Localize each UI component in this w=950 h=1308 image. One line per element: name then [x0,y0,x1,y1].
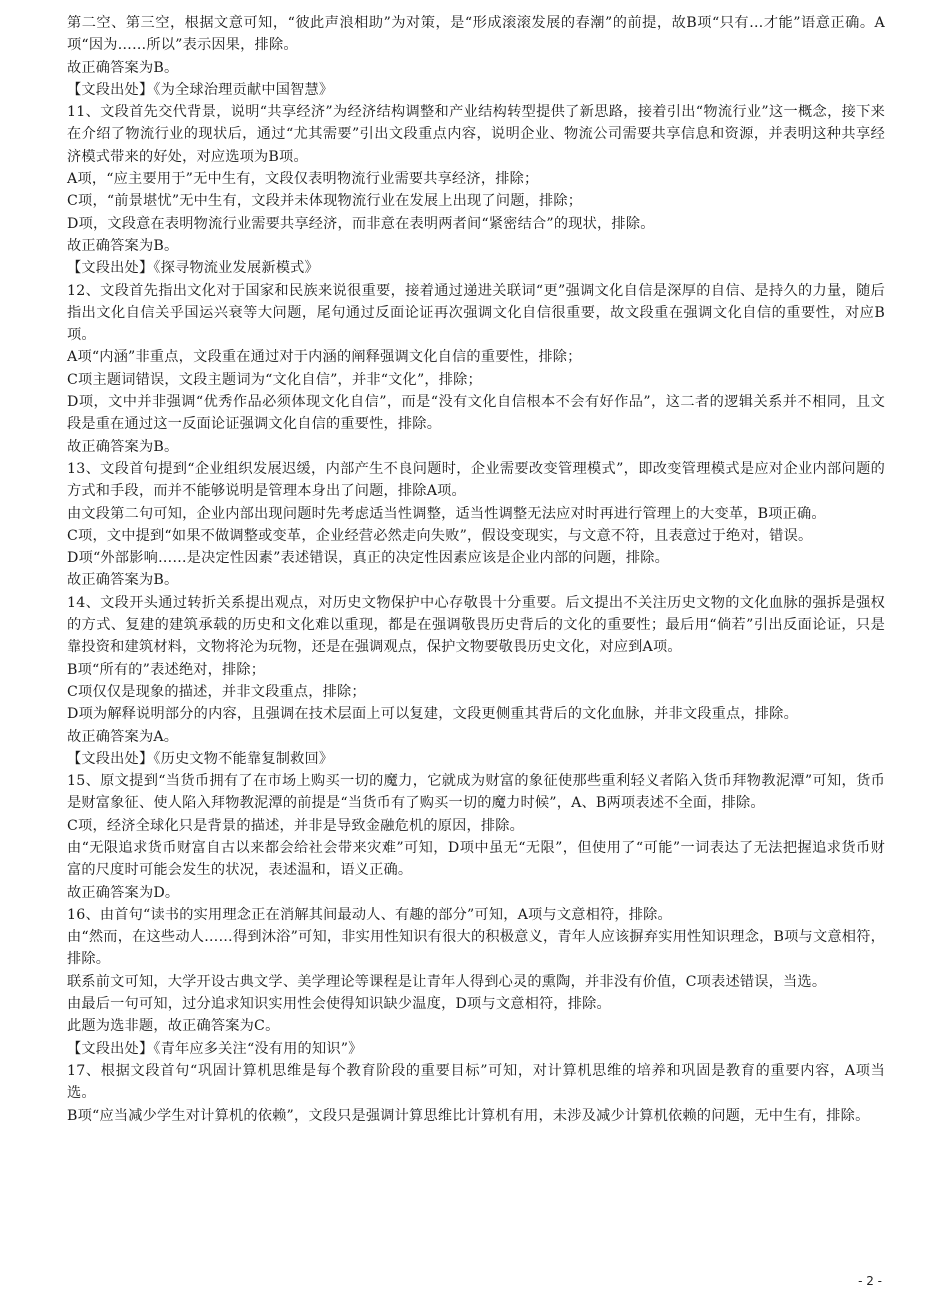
paragraph: 12、文段首先指出文化对于国家和民族来说很重要，接着通过递进关联词“更”强调文化自信是深厚的自信、是持久的力量，随后指出文化自信关乎国运兴衰等大问题，尾句通过反面论证再次强调文化自信很重要，故文段重在强调文化自信的重要性，对应B项。 [67,282,885,344]
paragraph: C项主题词错误，文段主题词为“文化自信”，并非“文化”，排除； [67,371,482,388]
paragraph: A项“内涵”非重点，文段重在通过对于内涵的阐释强调文化自信的重要性，排除； [67,349,582,366]
document-body [67,12,885,1127]
paragraph: A项，“应主要用于”无中生有，文段仅表明物流行业需要共享经济，排除； [67,171,539,188]
paragraph: B项“应当减少学生对计算机的依赖”，文段只是强调计算思维比计算机有用，未涉及减少计算机依赖的问题，无中生有，排除。 [67,1107,870,1124]
paragraph: 17、根据文段首句“巩固计算机思维是每个教育阶段的重要目标”可知，对计算机思维的培养和巩固是教育的重要内容，A项当选。 [67,1062,885,1102]
paragraph: 第二空、第三空，根据文意可知，“彼此声浪相助”为对策，是“形成滚滚发展的春潮”的前提，故B项“只有…才能”语意正确。A项“因为……所以”表示因果，排除。 [67,15,885,54]
paragraph: D项“外部影响……是决定性因素”表述错误，真正的决定性因素应该是企业内部的问题，排除。 [67,550,669,567]
paragraph: D项为解释说明部分的内容，且强调在技术层面上可以复建，文段更侧重其背后的文化血脉，并非文段重点，排除。 [67,706,798,723]
paragraph: 【文段出处】《青年应多关注“没有用的知识”》 [67,1040,363,1057]
paragraph: C项，经济全球化只是背景的描述，并非是导致金融危机的原因，排除。 [67,817,525,834]
paragraph: 16、由首句“读书的实用理念正在消解其间最动人、有趣的部分”可知，A项与文意相符，排除。 [67,906,672,923]
paragraph: 13、文段首句提到“企业组织发展迟缓，内部产生不良问题时，企业需要改变管理模式”，即改变管理模式是应对企业内部问题的方式和手段，而并不能够说明是管理本身出了问题，排除A项。 [67,460,885,500]
paragraph: 14、文段开头通过转折关系提出观点，对历史文物保护中心存敬畏十分重要。后文提出不关注历史文物的文化血脉的强拆是强权的方式、复建的建筑承载的历史和文化难以重现，都是在强调敬畏历史背后的文化的重要性；最后用“倘若”引出反面论证，只是靠投资和建筑材料，文物将沦为玩物，还是在强调观点，保护文物要敬畏历史文化，对应到A项。 [67,594,885,656]
paragraph: B项“所有的”表述绝对，排除； [67,661,266,678]
paragraph: 【文段出处】《探寻物流业发展新模式》 [67,260,319,277]
page-number: - 2 - [858,1274,882,1288]
paragraph: C项，“前景堪忧”无中生有，文段并未体现物流行业在发展上出现了问题，排除； [67,193,583,210]
paragraph: 故正确答案为A。 [67,728,179,745]
paragraph: 故正确答案为B。 [67,572,179,589]
paragraph: 由最后一句可知，过分追求知识实用性会使得知识缺少温度，D项与文意相符，排除。 [67,996,611,1013]
paragraph: D项，文中并非强调“优秀作品必须体现文化自信”，而是“没有文化自信根本不会有好作品”，这二者的逻辑关系并不相同，且文段是重在通过这一反面论证强调文化自信的重要性，排除。 [67,394,885,433]
paragraph: D项，文段意在表明物流行业需要共享经济，而非意在表明两者间“紧密结合”的现状，排除。 [67,215,655,232]
paragraph: 故正确答案为B。 [67,59,179,76]
paragraph: C项仅仅是现象的描述，并非文段重点，排除； [67,683,366,700]
paragraph: 此题为选非题，故正确答案为C。 [67,1018,280,1035]
paragraph: 由文段第二句可知，企业内部出现问题时先考虑适当性调整，适当性调整无法应对时再进行管理上的大变革，B项正确。 [67,505,826,522]
paragraph: 15、原文提到“当货币拥有了在市场上购买一切的魔力，它就成为财富的象征使那些重利轻义者陷入货币拜物教泥潭”可知，货币是财富象征、使人陷入拜物教泥潭的前提是“当货币有了购买一切的魔力时候”，A、B两项表述不全面，排除。 [67,773,885,812]
paragraph: 【文段出处】《为全球治理贡献中国智慧》 [67,81,334,98]
paragraph: 11、文段首先交代背景，说明“共享经济”为经济结构调整和产业结构转型提供了新思路，接着引出“物流行业”这一概念，接下来在介绍了物流行业的现状后，通过“尤其需要”引出文段重点内容，说明企业、物流公司需要共享信息和资源，并表明这种共享经济模式带来的好处，对应选项为B项。 [67,104,885,165]
paragraph: 由“无限追求货币财富自古以来都会给社会带来灾难”可知，D项中虽无“无限”，但使用了“可能”一词表达了无法把握追求货币财富的尺度时可能会发生的状况，表述温和，语义正确。 [67,839,885,879]
paragraph: 故正确答案为B。 [67,438,179,455]
paragraph: 故正确答案为B。 [67,237,179,254]
paragraph: C项，文中提到“如果不做调整或变革，企业经营必然走向失败”，假设变现实，与文意不符，且表意过于绝对，错误。 [67,527,813,544]
paragraph: 由“然而，在这些动人……得到沐浴”可知，非实用性知识有很大的积极意义，青年人应该摒弃实用性知识理念，B项与文意相符，排除。 [67,929,885,968]
paragraph: 故正确答案为D。 [67,884,180,901]
paragraph: 联系前文可知，大学开设古典文学、美学理论等课程是让青年人得到心灵的熏陶，并非没有价值，C项表述错误，当选。 [67,973,827,990]
paragraph: 【文段出处】《历史文物不能靠复制救回》 [67,750,334,767]
